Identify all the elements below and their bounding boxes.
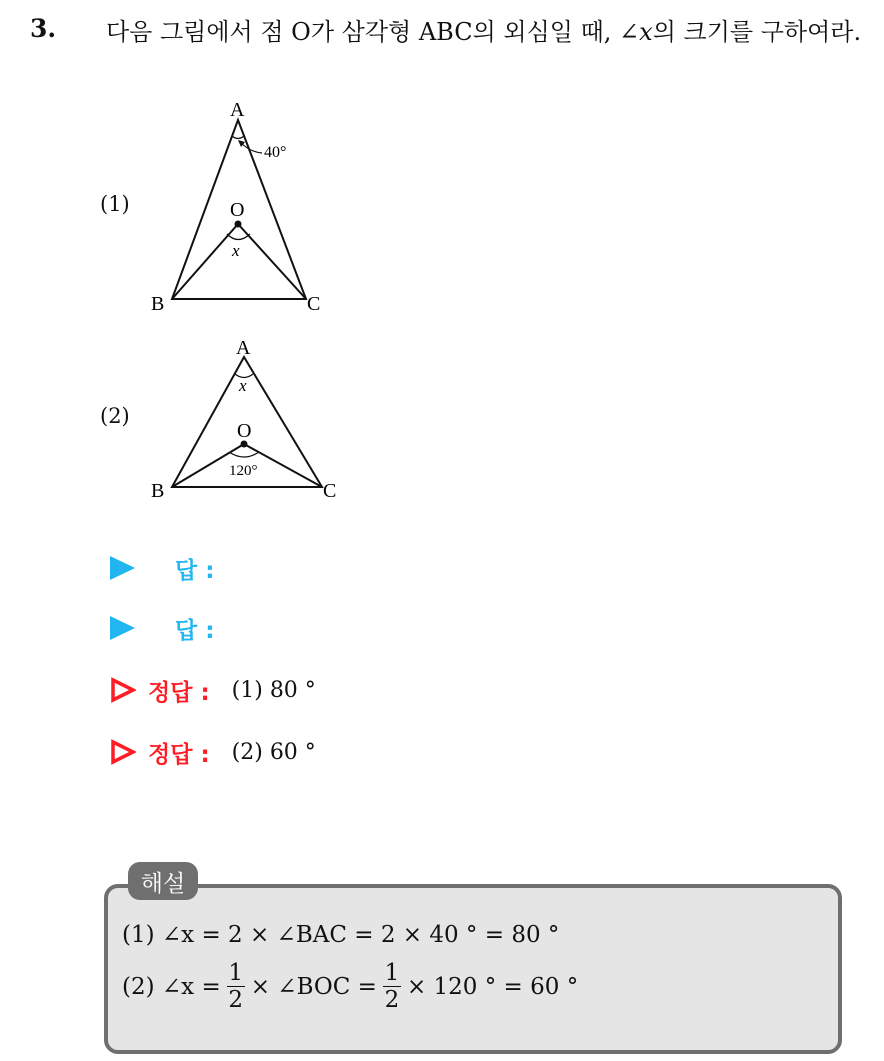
question-variable: x xyxy=(639,18,653,46)
play-outline-icon xyxy=(110,739,136,765)
fraction-numerator: 1 xyxy=(228,960,244,986)
fraction-one-half xyxy=(227,960,245,1013)
answer-label: 답 : xyxy=(175,617,215,644)
figure1-angle-a-label: 40° xyxy=(264,144,287,161)
figure2-vertex-c: C xyxy=(323,480,337,502)
solution-title: 해설 xyxy=(128,862,198,900)
fraction-numerator: 1 xyxy=(384,960,400,986)
figure2-angle-o-label: 120° xyxy=(229,463,258,479)
solution-line-1: (1) ∠x = 2 × ∠BAC = 2 × 40 ° = 80 ° xyxy=(122,922,560,948)
figure1-vertex-c: C xyxy=(307,293,321,315)
figure1-vertex-a: A xyxy=(230,99,245,121)
play-icon xyxy=(110,556,135,580)
figure1-vertex-b: B xyxy=(151,293,165,315)
play-outline-icon xyxy=(110,677,136,703)
fraction-denominator: 2 xyxy=(228,987,244,1013)
fraction-one-half xyxy=(383,960,401,1013)
answer-row-2[interactable] xyxy=(110,610,214,646)
triangle-figures xyxy=(0,0,884,530)
fraction-denominator: 2 xyxy=(384,987,400,1013)
question-number: 3. xyxy=(30,14,57,43)
correct-label: 정답 : xyxy=(148,741,210,768)
figure1-center-o: O xyxy=(230,199,245,221)
correct-row-1 xyxy=(110,672,316,708)
figure1-point-o xyxy=(235,221,242,228)
figure1-arc-a xyxy=(232,136,244,139)
solution-line-2 xyxy=(122,960,578,1013)
correct-row-2 xyxy=(110,734,316,770)
figure2-angle-a-label: x xyxy=(239,376,247,395)
answer-label: 답 : xyxy=(175,557,215,584)
figure2-vertex-a: A xyxy=(236,337,251,359)
play-icon xyxy=(110,616,135,640)
figure2-arc-o xyxy=(229,452,259,457)
figure1-label: (1) xyxy=(100,192,130,216)
question-text-before: 다음 그림에서 점 O가 삼각형 ABC의 외심일 때, ∠ xyxy=(106,18,640,46)
figure2-label: (2) xyxy=(100,404,130,428)
figure1-angle-o-label: x xyxy=(232,241,240,260)
solution-line-2-mid: × ∠BOC = xyxy=(250,973,377,1000)
solution-line-2-prefix: (2) ∠x = xyxy=(122,973,221,1000)
solution-line-2-suffix: × 120 ° = 60 ° xyxy=(406,973,579,1000)
correct-label: 정답 : xyxy=(148,679,210,706)
correct-value: (2) 60 ° xyxy=(231,739,316,765)
figure2-center-o: O xyxy=(237,420,252,442)
answer-row-1[interactable] xyxy=(110,550,214,586)
question-text-after: 의 크기를 구하여라. xyxy=(652,18,862,46)
correct-value: (1) 80 ° xyxy=(231,677,316,703)
figure2-vertex-b: B xyxy=(151,480,165,502)
